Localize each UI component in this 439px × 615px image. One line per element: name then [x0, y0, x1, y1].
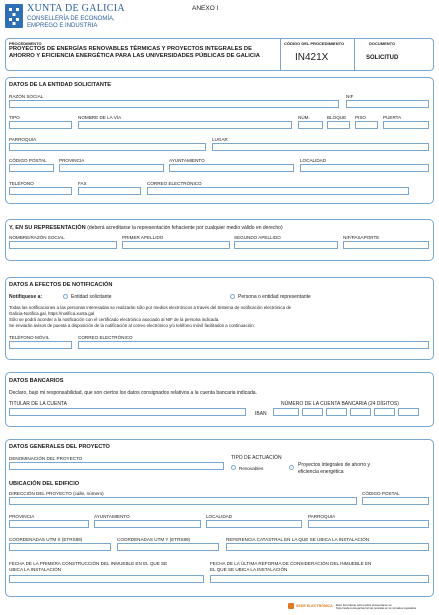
- movil-label: TELÉFONO MÓVIL: [9, 335, 50, 340]
- bloque-label: BLOQUE: [327, 115, 347, 120]
- num-label: NÚM.: [298, 115, 310, 120]
- xunta-logo-icon: [5, 4, 23, 28]
- utm-y-field[interactable]: [117, 543, 219, 551]
- notification-text-3: Sólo se podrá acceder a la notificación con el certificado electrónico asociado al NIF de la persona indicada.: [9, 317, 220, 322]
- iban-label: IBAN: [255, 411, 267, 417]
- rep-apellido2-label: SEGUNDO APELLIDO: [234, 235, 281, 240]
- integrales-label-2: eficiencia energética: [298, 469, 344, 475]
- rep-apellido2-field[interactable]: [234, 241, 338, 249]
- fax-label: FAX: [78, 181, 87, 186]
- procedure-title: PROYECTOS DE ENERGÍAS RENOVABLES TÉRMICAS Y PROYECTOS INTEGRALES DE AHORRO Y EFICIENCIA ENERGÉTICA PARA LAS UNIVERSIDADES PÚBLICAS DE GALICIA: [9, 46, 260, 59]
- lugar-label: LUGAR: [212, 137, 228, 142]
- proj-parroquia-label: PARROQUIA: [308, 514, 336, 519]
- piso-label: PISO: [355, 115, 366, 120]
- rep-nif-label: NIF/PASAPORTE: [343, 235, 380, 240]
- utm-x-label: COORDENADAS UTM X (ETRS89): [9, 537, 83, 542]
- proj-localidad-field[interactable]: [206, 520, 302, 528]
- holder-field[interactable]: [9, 408, 246, 416]
- telefono-field[interactable]: [9, 187, 72, 195]
- annex-label: ANEXO I: [192, 5, 219, 12]
- fecha1-label-1: FECHA DE LA PRIMERA CONSTRUCCIÓN DEL INMUEBLE EN EL QUE SE: [9, 561, 168, 566]
- direccion-label: DIRECCIÓN DEL PROYECTO (calle, número): [9, 491, 104, 496]
- rep-nif-field[interactable]: [343, 241, 429, 249]
- ayuntamiento-label: AYUNTAMIENTO: [169, 158, 205, 163]
- integrales-radio[interactable]: [289, 465, 294, 470]
- proj-localidad-label: LOCALIDAD: [206, 514, 233, 519]
- proj-ayuntamiento-field[interactable]: [94, 520, 201, 528]
- applicant-title: DATOS DE LA ENTIDAD SOLICITANTE: [9, 82, 112, 88]
- representative-title-note: (deberá acreditarse la representación fehaciente por cualquier medio válido en derecho): [87, 225, 283, 231]
- nombre-via-field[interactable]: [78, 121, 292, 129]
- fecha2-label-2: EL QUE SE UBICA LA INSTALACIÓN: [210, 567, 288, 572]
- notify-label: Notifíquese a:: [9, 294, 43, 300]
- bloque-field[interactable]: [327, 121, 350, 129]
- notify-representative-radio[interactable]: [230, 294, 235, 299]
- utm-x-field[interactable]: [9, 543, 111, 551]
- denominacion-label: DENOMINACIÓN DEL PROYECTO: [9, 456, 83, 461]
- nif-field[interactable]: [346, 100, 429, 108]
- fecha2-label-1: FECHA DE LA ÚLTIMA REFORMA DE CONSIDERACIÓN DEL INMUEBLE EN: [210, 561, 372, 566]
- sede-logo-icon: [288, 603, 294, 609]
- bank-section: [5, 372, 434, 427]
- doc-value: SOLICITUD: [366, 55, 399, 61]
- parroquia-label: PARROQUIA: [9, 137, 37, 142]
- footer-note-2: https://sede.xunta.gal las formas previstas en la normativa reguladora: [336, 607, 417, 610]
- rep-apellido1-label: PRIMER APELLIDO: [122, 235, 164, 240]
- ayuntamiento-field[interactable]: [169, 164, 294, 172]
- proj-provincia-label: PROVINCIA: [9, 514, 35, 519]
- rep-apellido1-field[interactable]: [122, 241, 230, 249]
- catastral-label: REFERENCIA CATASTRAL EN LA QUE SE UBICA LA INSTALACIÓN: [226, 537, 370, 542]
- nombre-via-label: NOMBRE DE LA VÍA: [78, 115, 122, 120]
- tipo-actuacion-label: TIPO DE ACTUACIÓN: [231, 455, 282, 461]
- representative-title: [9, 225, 283, 231]
- proj-ayuntamiento-label: AYUNTAMIENTO: [94, 514, 130, 519]
- tipo-field[interactable]: [9, 121, 72, 129]
- localidad-label: LOCALIDAD: [300, 158, 327, 163]
- project-title: DATOS GENERALES DEL PROYECTO: [9, 444, 110, 450]
- code-label: CÓDIGO DEL PROCEDIMIENTO: [284, 41, 345, 46]
- dept-line-1: CONSELLERÍA DE ECONOMÍA,: [27, 16, 115, 22]
- tipo-label: TIPO: [9, 115, 20, 120]
- notification-text-2: Galicia-Notifica.gal, https://notifica.xunta.gal: [9, 311, 95, 316]
- rep-nombre-label: NOMBRE/RAZÓN SOCIAL: [9, 235, 65, 240]
- email-field[interactable]: [147, 187, 409, 195]
- proj-parroquia-field[interactable]: [308, 520, 429, 528]
- account-block-3[interactable]: [350, 408, 371, 416]
- cp-label: CÓDIGO POSTAL: [9, 158, 47, 163]
- puerta-field[interactable]: [383, 121, 429, 129]
- proj-cp-field[interactable]: [362, 497, 429, 505]
- proj-provincia-field[interactable]: [9, 520, 89, 528]
- notify-entity-label: Entidad solicitante: [71, 294, 112, 300]
- procedure-label: PROCEDIMENTO: [9, 41, 42, 46]
- account-block-5[interactable]: [398, 408, 419, 416]
- dept-line-2: EMPREGO E INDUSTRIA: [27, 23, 98, 29]
- bank-declaration: Declaro, bajo mi responsabilidad, que son ciertos los datos consignados relativos a la cuenta bancaria indicada.: [9, 390, 257, 396]
- cp-field[interactable]: [9, 164, 54, 172]
- rep-nombre-field[interactable]: [9, 241, 117, 249]
- integrales-label-1: Proyectos integrales de ahorro y: [298, 462, 370, 468]
- catastral-field[interactable]: [226, 543, 429, 551]
- localidad-field[interactable]: [300, 164, 429, 172]
- piso-field[interactable]: [355, 121, 378, 129]
- razon-social-field[interactable]: [9, 100, 339, 108]
- email-label: CORREO ELECTRÓNICO: [147, 181, 202, 186]
- fax-field[interactable]: [78, 187, 141, 195]
- account-block-4[interactable]: [374, 408, 395, 416]
- razon-social-label: RAZÓN SOCIAL: [9, 94, 44, 99]
- provincia-field[interactable]: [59, 164, 164, 172]
- holder-label: TITULAR DE LA CUENTA: [9, 401, 67, 407]
- movil-field[interactable]: [9, 341, 72, 349]
- fecha2-field[interactable]: [210, 575, 429, 583]
- representative-title-main: Y, EN SU REPRESENTACIÓN: [9, 225, 86, 231]
- num-field[interactable]: [298, 121, 323, 129]
- account-label: NÚMERO DE LA CUENTA BANCARIA (24 DÍGITOS): [281, 401, 399, 407]
- org-name: XUNTA DE GALICIA: [27, 3, 125, 14]
- notify-representative-label: Persona o entidad representante: [238, 294, 311, 300]
- fecha1-label-2: UBICA LA INSTALACIÓN: [9, 567, 61, 572]
- notification-title: DATOS A EFECTOS DE NOTIFICACIÓN: [9, 282, 113, 288]
- building-title: UBICACIÓN DEL EDIFICIO: [9, 481, 80, 487]
- fecha1-field[interactable]: [9, 575, 204, 583]
- denominacion-field[interactable]: [9, 462, 224, 470]
- sede-label: SEDE ELECTRÓNICA: [296, 604, 333, 608]
- account-block-2[interactable]: [326, 408, 347, 416]
- lugar-field[interactable]: [212, 143, 429, 151]
- provincia-label: PROVINCIA: [59, 158, 85, 163]
- iban-field[interactable]: [273, 408, 299, 416]
- bank-title: DATOS BANCARIOS: [9, 378, 64, 384]
- utm-y-label: COORDENADAS UTM Y (ETRS89): [117, 537, 191, 542]
- parroquia-field[interactable]: [9, 143, 206, 151]
- nif-label: NIF: [346, 94, 354, 99]
- notif-email-field[interactable]: [78, 341, 429, 349]
- direccion-field[interactable]: [9, 497, 357, 505]
- footer-note-1: Este formulario sólo podrá presentarse en: [336, 603, 392, 607]
- notify-entity-radio[interactable]: [63, 294, 68, 299]
- renovables-label: Renovables: [239, 466, 264, 471]
- notification-text-1: Todas las notificaciones a las personas interesadas se realizarán sólo por medios electrónicos a través del Sistema de notificación electrónica de: [9, 305, 292, 310]
- account-block-1[interactable]: [302, 408, 323, 416]
- doc-label: DOCUMENTO: [369, 41, 396, 46]
- notification-text-4: Se enviarán avisos de puesta a disposición de la notificación al correo electrónico y/o teléfono móvil facilitados a continuación:: [9, 323, 255, 328]
- renovables-radio[interactable]: [231, 465, 236, 470]
- telefono-label: TELÉFONO: [9, 181, 34, 186]
- code-value: IN421X: [295, 52, 329, 63]
- proj-cp-label: CÓDIGO POSTAL: [362, 491, 400, 496]
- puerta-label: PUERTA: [383, 115, 402, 120]
- notif-email-label: CORREO ELECTRÓNICO: [78, 335, 133, 340]
